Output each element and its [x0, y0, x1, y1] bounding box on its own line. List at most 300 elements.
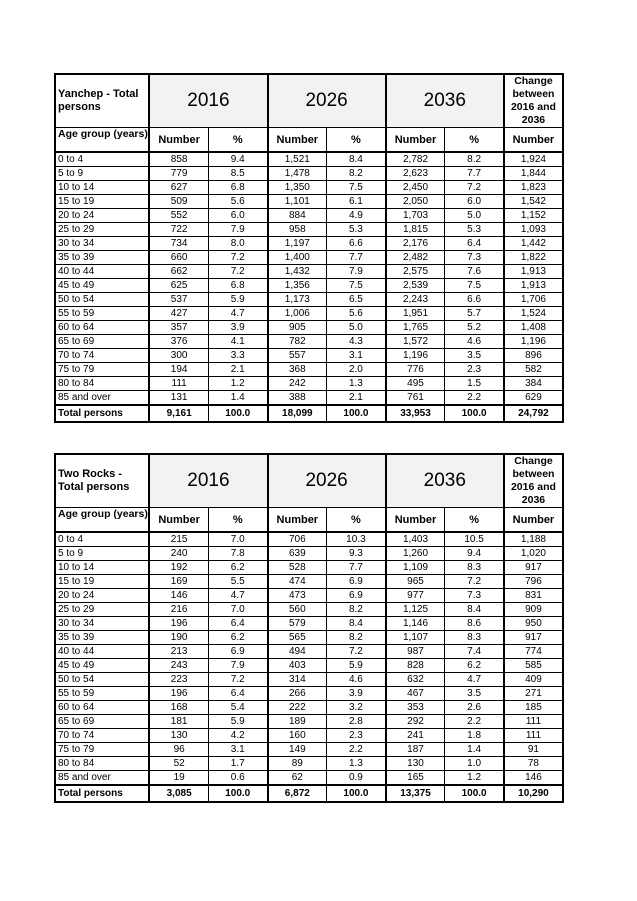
change-number-cell: 831 — [504, 589, 563, 603]
number-2036-cell: 776 — [386, 363, 445, 377]
total-percent-2036-cell: 100.0 — [445, 405, 504, 422]
table-row — [55, 251, 563, 265]
change-number-cell: 185 — [504, 701, 563, 715]
percent-2016-cell: 4.2 — [208, 729, 267, 743]
percent-2016-cell: 5.6 — [208, 195, 267, 209]
number-2026-cell: 1,350 — [268, 181, 327, 195]
percent-2026-cell: 8.2 — [327, 167, 386, 181]
number-2016-cell: 300 — [149, 349, 208, 363]
percent-2026-cell: 6.9 — [327, 589, 386, 603]
number-2026-cell: 149 — [268, 743, 327, 757]
number-2026-cell: 266 — [268, 687, 327, 701]
percent-2026-cell: 6.6 — [327, 237, 386, 251]
change-number-cell: 384 — [504, 377, 563, 391]
percent-2026-cell: 4.9 — [327, 209, 386, 223]
age-group-cell: 70 to 74 — [55, 729, 149, 743]
number-2016-cell: 858 — [149, 152, 208, 167]
number-2016-cell: 722 — [149, 223, 208, 237]
table-row — [55, 631, 563, 645]
number-2026-cell: 89 — [268, 757, 327, 771]
change-number-cell: 1,408 — [504, 321, 563, 335]
change-number-cell: 1,822 — [504, 251, 563, 265]
percent-2026-cell: 10.3 — [327, 532, 386, 547]
percent-2036-cell: 6.2 — [445, 659, 504, 673]
number-2026-cell: 368 — [268, 363, 327, 377]
percent-2026-cell: 6.5 — [327, 293, 386, 307]
number-2026-cell: 474 — [268, 575, 327, 589]
number-2026-cell: 160 — [268, 729, 327, 743]
percent-2016-cell: 7.2 — [208, 251, 267, 265]
change-number-cell: 896 — [504, 349, 563, 363]
change-number-cell: 271 — [504, 687, 563, 701]
year-header: 2026 — [268, 74, 386, 128]
percent-2016-cell: 5.9 — [208, 715, 267, 729]
year-header-row — [55, 454, 563, 508]
percent-2026-cell: 0.9 — [327, 771, 386, 786]
age-group-cell: 15 to 19 — [55, 195, 149, 209]
number-2026-cell: 314 — [268, 673, 327, 687]
number-2036-cell: 2,782 — [386, 152, 445, 167]
age-group-cell: 55 to 59 — [55, 307, 149, 321]
number-2016-cell: 552 — [149, 209, 208, 223]
change-number-cell: 774 — [504, 645, 563, 659]
number-2016-cell: 509 — [149, 195, 208, 209]
number-2036-cell: 1,951 — [386, 307, 445, 321]
table-row — [55, 589, 563, 603]
table-row — [55, 617, 563, 631]
age-group-cell: 65 to 69 — [55, 335, 149, 349]
number-2026-cell: 1,101 — [268, 195, 327, 209]
age-group-cell: 85 and over — [55, 391, 149, 406]
table-row — [55, 687, 563, 701]
percent-2016-cell: 6.4 — [208, 617, 267, 631]
number-header: Number — [268, 508, 327, 533]
number-2016-cell: 240 — [149, 547, 208, 561]
age-group-cell: 20 to 24 — [55, 209, 149, 223]
year-header: 2026 — [268, 454, 386, 508]
age-group-cell: 65 to 69 — [55, 715, 149, 729]
number-2016-cell: 130 — [149, 729, 208, 743]
number-2016-cell: 625 — [149, 279, 208, 293]
change-number-cell: 111 — [504, 715, 563, 729]
area-title: Yanchep - Total persons — [55, 74, 149, 128]
age-group-cell: 35 to 39 — [55, 631, 149, 645]
number-header: Number — [268, 128, 327, 153]
age-group-cell: 40 to 44 — [55, 265, 149, 279]
number-2036-cell: 130 — [386, 757, 445, 771]
percent-2036-cell: 1.4 — [445, 743, 504, 757]
number-2016-cell: 734 — [149, 237, 208, 251]
number-2036-cell: 987 — [386, 645, 445, 659]
percent-2016-cell: 8.5 — [208, 167, 267, 181]
percent-2036-cell: 8.4 — [445, 603, 504, 617]
table-row — [55, 701, 563, 715]
change-number-cell: 409 — [504, 673, 563, 687]
total-row — [55, 405, 563, 422]
total-number-2036-cell: 33,953 — [386, 405, 445, 422]
percent-2036-cell: 2.2 — [445, 391, 504, 406]
table-row — [55, 532, 563, 547]
number-2026-cell: 242 — [268, 377, 327, 391]
percent-header: % — [208, 128, 267, 153]
age-group-cell: 0 to 4 — [55, 532, 149, 547]
table-row — [55, 561, 563, 575]
percent-2016-cell: 8.0 — [208, 237, 267, 251]
number-2036-cell: 241 — [386, 729, 445, 743]
number-2026-cell: 958 — [268, 223, 327, 237]
percent-2026-cell: 7.5 — [327, 181, 386, 195]
number-2026-cell: 1,478 — [268, 167, 327, 181]
number-2016-cell: 111 — [149, 377, 208, 391]
table-row — [55, 575, 563, 589]
table-row — [55, 279, 563, 293]
number-2036-cell: 2,176 — [386, 237, 445, 251]
number-2016-cell: 168 — [149, 701, 208, 715]
percent-2036-cell: 8.3 — [445, 631, 504, 645]
number-2036-cell: 2,539 — [386, 279, 445, 293]
percent-2036-cell: 5.2 — [445, 321, 504, 335]
age-group-cell: 60 to 64 — [55, 701, 149, 715]
table-row — [55, 391, 563, 406]
percent-2016-cell: 1.7 — [208, 757, 267, 771]
total-number-2016-cell: 3,085 — [149, 785, 208, 802]
percent-2016-cell: 0.6 — [208, 771, 267, 786]
change-header: Change between 2016 and 2036 — [504, 454, 563, 508]
change-number-cell: 1,542 — [504, 195, 563, 209]
percent-2016-cell: 5.4 — [208, 701, 267, 715]
number-2036-cell: 165 — [386, 771, 445, 786]
table-row — [55, 335, 563, 349]
table-row — [55, 293, 563, 307]
percent-2026-cell: 1.3 — [327, 377, 386, 391]
number-2036-cell: 1,703 — [386, 209, 445, 223]
number-2026-cell: 388 — [268, 391, 327, 406]
number-2026-cell: 884 — [268, 209, 327, 223]
percent-2036-cell: 1.5 — [445, 377, 504, 391]
percent-2026-cell: 1.3 — [327, 757, 386, 771]
table-row — [55, 265, 563, 279]
number-2036-cell: 1,146 — [386, 617, 445, 631]
percent-2036-cell: 2.2 — [445, 715, 504, 729]
number-2026-cell: 62 — [268, 771, 327, 786]
total-percent-2016-cell: 100.0 — [208, 405, 267, 422]
number-2036-cell: 292 — [386, 715, 445, 729]
percent-2016-cell: 9.4 — [208, 152, 267, 167]
total-percent-2026-cell: 100.0 — [327, 785, 386, 802]
age-group-header: Age group (years) — [55, 128, 149, 153]
area-title: Two Rocks - Total persons — [55, 454, 149, 508]
number-2026-cell: 1,521 — [268, 152, 327, 167]
change-number-cell: 1,844 — [504, 167, 563, 181]
number-2016-cell: 216 — [149, 603, 208, 617]
number-2036-cell: 2,575 — [386, 265, 445, 279]
percent-2016-cell: 3.9 — [208, 321, 267, 335]
number-2016-cell: 192 — [149, 561, 208, 575]
percent-header: % — [327, 128, 386, 153]
percent-2036-cell: 7.2 — [445, 575, 504, 589]
percent-2026-cell: 7.5 — [327, 279, 386, 293]
percent-2026-cell: 2.3 — [327, 729, 386, 743]
number-2036-cell: 1,125 — [386, 603, 445, 617]
number-header: Number — [149, 128, 208, 153]
percent-2016-cell: 6.9 — [208, 645, 267, 659]
number-2036-cell: 761 — [386, 391, 445, 406]
percent-2026-cell: 7.9 — [327, 265, 386, 279]
table-row — [55, 377, 563, 391]
number-2036-cell: 1,260 — [386, 547, 445, 561]
number-2036-cell: 1,196 — [386, 349, 445, 363]
number-2026-cell: 557 — [268, 349, 327, 363]
change-number-cell: 909 — [504, 603, 563, 617]
number-2016-cell: 196 — [149, 617, 208, 631]
table-row — [55, 603, 563, 617]
change-number-cell: 1,188 — [504, 532, 563, 547]
percent-2036-cell: 7.3 — [445, 251, 504, 265]
change-number-cell: 1,020 — [504, 547, 563, 561]
number-2016-cell: 357 — [149, 321, 208, 335]
total-number-2036-cell: 13,375 — [386, 785, 445, 802]
percent-2016-cell: 7.8 — [208, 547, 267, 561]
change-number-cell: 582 — [504, 363, 563, 377]
total-change-number-cell: 10,290 — [504, 785, 563, 802]
table-row — [55, 152, 563, 167]
percent-2026-cell: 6.9 — [327, 575, 386, 589]
number-2026-cell: 1,356 — [268, 279, 327, 293]
number-2036-cell: 353 — [386, 701, 445, 715]
percent-2026-cell: 8.4 — [327, 152, 386, 167]
change-number-cell: 1,152 — [504, 209, 563, 223]
number-2026-cell: 1,006 — [268, 307, 327, 321]
total-percent-2016-cell: 100.0 — [208, 785, 267, 802]
table-row — [55, 743, 563, 757]
change-number-cell: 146 — [504, 771, 563, 786]
number-header: Number — [504, 128, 563, 153]
table-row — [55, 181, 563, 195]
number-2026-cell: 473 — [268, 589, 327, 603]
table-row — [55, 237, 563, 251]
age-group-cell: 50 to 54 — [55, 673, 149, 687]
number-2016-cell: 146 — [149, 589, 208, 603]
percent-2016-cell: 6.0 — [208, 209, 267, 223]
percent-2026-cell: 8.4 — [327, 617, 386, 631]
number-2036-cell: 1,109 — [386, 561, 445, 575]
number-2016-cell: 194 — [149, 363, 208, 377]
percent-2016-cell: 2.1 — [208, 363, 267, 377]
number-2016-cell: 52 — [149, 757, 208, 771]
number-2016-cell: 779 — [149, 167, 208, 181]
table-row — [55, 645, 563, 659]
number-2016-cell: 376 — [149, 335, 208, 349]
change-number-cell: 1,706 — [504, 293, 563, 307]
change-number-cell: 1,196 — [504, 335, 563, 349]
table-row — [55, 673, 563, 687]
number-2026-cell: 403 — [268, 659, 327, 673]
percent-2036-cell: 3.5 — [445, 687, 504, 701]
percent-2026-cell: 4.3 — [327, 335, 386, 349]
number-2016-cell: 213 — [149, 645, 208, 659]
percent-2036-cell: 7.7 — [445, 167, 504, 181]
number-2016-cell: 196 — [149, 687, 208, 701]
percent-2016-cell: 5.5 — [208, 575, 267, 589]
percent-2036-cell: 6.0 — [445, 195, 504, 209]
number-header: Number — [504, 508, 563, 533]
age-group-cell: 20 to 24 — [55, 589, 149, 603]
number-2036-cell: 1,765 — [386, 321, 445, 335]
percent-2016-cell: 3.3 — [208, 349, 267, 363]
percent-2026-cell: 5.0 — [327, 321, 386, 335]
number-2026-cell: 905 — [268, 321, 327, 335]
number-2016-cell: 190 — [149, 631, 208, 645]
year-header: 2016 — [149, 74, 267, 128]
percent-2016-cell: 1.4 — [208, 391, 267, 406]
percent-2016-cell: 6.4 — [208, 687, 267, 701]
age-group-cell: 30 to 34 — [55, 617, 149, 631]
percent-2026-cell: 2.0 — [327, 363, 386, 377]
percent-2026-cell: 5.3 — [327, 223, 386, 237]
table-row — [55, 547, 563, 561]
table-row — [55, 715, 563, 729]
number-2016-cell: 169 — [149, 575, 208, 589]
table-row — [55, 195, 563, 209]
change-number-cell: 796 — [504, 575, 563, 589]
age-group-cell: 5 to 9 — [55, 167, 149, 181]
number-2026-cell: 565 — [268, 631, 327, 645]
year-header-row — [55, 74, 563, 128]
number-2016-cell: 243 — [149, 659, 208, 673]
number-2026-cell: 1,432 — [268, 265, 327, 279]
number-2036-cell: 632 — [386, 673, 445, 687]
percent-2016-cell: 3.1 — [208, 743, 267, 757]
percent-2016-cell: 6.2 — [208, 631, 267, 645]
percent-2016-cell: 7.0 — [208, 603, 267, 617]
change-number-cell: 629 — [504, 391, 563, 406]
age-group-header: Age group (years) — [55, 508, 149, 533]
age-group-cell: 45 to 49 — [55, 279, 149, 293]
percent-2036-cell: 5.3 — [445, 223, 504, 237]
change-number-cell: 1,442 — [504, 237, 563, 251]
percent-2036-cell: 6.6 — [445, 293, 504, 307]
percent-header: % — [445, 508, 504, 533]
percent-2026-cell: 9.3 — [327, 547, 386, 561]
number-2016-cell: 96 — [149, 743, 208, 757]
age-group-cell: 25 to 29 — [55, 603, 149, 617]
change-number-cell: 91 — [504, 743, 563, 757]
number-2036-cell: 1,403 — [386, 532, 445, 547]
percent-2036-cell: 7.4 — [445, 645, 504, 659]
age-group-cell: 55 to 59 — [55, 687, 149, 701]
total-number-2026-cell: 6,872 — [268, 785, 327, 802]
change-number-cell: 1,913 — [504, 265, 563, 279]
percent-2026-cell: 7.7 — [327, 561, 386, 575]
percent-2026-cell: 3.2 — [327, 701, 386, 715]
table-row — [55, 321, 563, 335]
change-number-cell: 917 — [504, 561, 563, 575]
percent-2016-cell: 1.2 — [208, 377, 267, 391]
percent-2036-cell: 3.5 — [445, 349, 504, 363]
number-2016-cell: 537 — [149, 293, 208, 307]
table-row — [55, 757, 563, 771]
percent-2016-cell: 6.8 — [208, 279, 267, 293]
age-group-cell: 85 and over — [55, 771, 149, 786]
percent-2036-cell: 1.2 — [445, 771, 504, 786]
change-number-cell: 1,823 — [504, 181, 563, 195]
percent-2016-cell: 7.0 — [208, 532, 267, 547]
number-2016-cell: 19 — [149, 771, 208, 786]
percent-2016-cell: 7.9 — [208, 223, 267, 237]
percent-2036-cell: 9.4 — [445, 547, 504, 561]
yanchep-population-table — [54, 73, 564, 423]
age-group-cell: 45 to 49 — [55, 659, 149, 673]
percent-2026-cell: 2.2 — [327, 743, 386, 757]
total-percent-2026-cell: 100.0 — [327, 405, 386, 422]
percent-2026-cell: 5.6 — [327, 307, 386, 321]
age-group-cell: 25 to 29 — [55, 223, 149, 237]
number-2036-cell: 467 — [386, 687, 445, 701]
year-header: 2036 — [386, 454, 504, 508]
age-group-cell: 80 to 84 — [55, 377, 149, 391]
number-2026-cell: 579 — [268, 617, 327, 631]
percent-2036-cell: 1.0 — [445, 757, 504, 771]
number-2026-cell: 1,197 — [268, 237, 327, 251]
age-group-cell: 80 to 84 — [55, 757, 149, 771]
number-2016-cell: 627 — [149, 181, 208, 195]
number-2016-cell: 660 — [149, 251, 208, 265]
percent-header: % — [327, 508, 386, 533]
number-2036-cell: 2,482 — [386, 251, 445, 265]
total-age-group-cell: Total persons — [55, 785, 149, 802]
year-header: 2016 — [149, 454, 267, 508]
number-2026-cell: 560 — [268, 603, 327, 617]
change-number-cell: 78 — [504, 757, 563, 771]
number-2016-cell: 181 — [149, 715, 208, 729]
age-group-cell: 35 to 39 — [55, 251, 149, 265]
total-row — [55, 785, 563, 802]
total-number-2026-cell: 18,099 — [268, 405, 327, 422]
percent-2026-cell: 5.9 — [327, 659, 386, 673]
change-number-cell: 1,924 — [504, 152, 563, 167]
percent-2016-cell: 4.1 — [208, 335, 267, 349]
number-2036-cell: 2,623 — [386, 167, 445, 181]
total-percent-2036-cell: 100.0 — [445, 785, 504, 802]
age-group-cell: 75 to 79 — [55, 363, 149, 377]
column-header-row — [55, 508, 563, 533]
percent-2026-cell: 2.8 — [327, 715, 386, 729]
percent-2036-cell: 5.7 — [445, 307, 504, 321]
table-row — [55, 223, 563, 237]
table-row — [55, 771, 563, 786]
number-2036-cell: 2,050 — [386, 195, 445, 209]
table-row — [55, 729, 563, 743]
percent-2036-cell: 2.3 — [445, 363, 504, 377]
number-2026-cell: 222 — [268, 701, 327, 715]
percent-2036-cell: 6.4 — [445, 237, 504, 251]
percent-2036-cell: 4.6 — [445, 335, 504, 349]
number-header: Number — [149, 508, 208, 533]
percent-2026-cell: 6.1 — [327, 195, 386, 209]
percent-2036-cell: 4.7 — [445, 673, 504, 687]
number-2036-cell: 2,243 — [386, 293, 445, 307]
age-group-cell: 10 to 14 — [55, 561, 149, 575]
table-row — [55, 209, 563, 223]
change-number-cell: 585 — [504, 659, 563, 673]
number-2036-cell: 2,450 — [386, 181, 445, 195]
number-2026-cell: 706 — [268, 532, 327, 547]
percent-2016-cell: 7.2 — [208, 673, 267, 687]
number-2026-cell: 189 — [268, 715, 327, 729]
age-group-cell: 5 to 9 — [55, 547, 149, 561]
table-row — [55, 363, 563, 377]
number-2036-cell: 1,572 — [386, 335, 445, 349]
